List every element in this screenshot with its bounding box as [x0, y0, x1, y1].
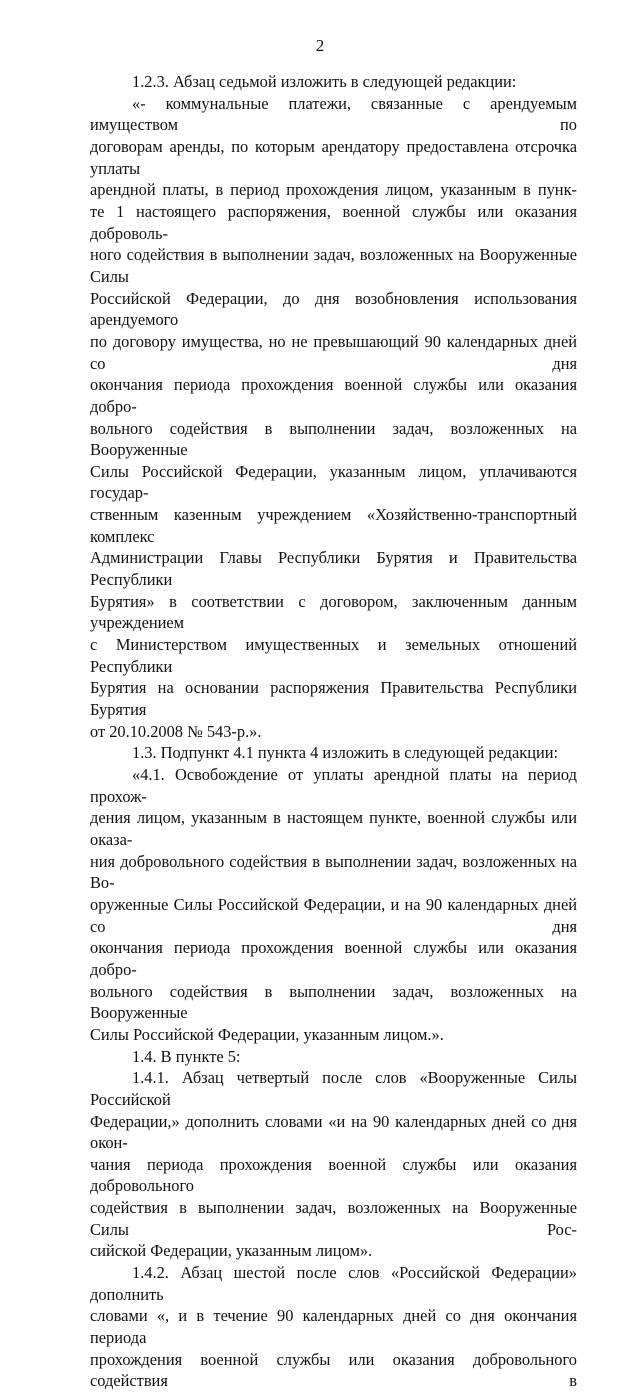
text-line: ственным казенным учреждением «Хозяйственно-транспортный комплекс: [90, 505, 577, 546]
paragraph: [90, 1262, 577, 1392]
text-line: вольного содействия в выполнении задач, возложенных на Вооруженные: [90, 981, 577, 1023]
page-number: 2: [315, 36, 325, 55]
document-body: [90, 71, 577, 1392]
paragraph: [90, 1067, 577, 1262]
text-line: прохождения военной службы или оказания добровольного содействия в: [90, 1349, 577, 1391]
text-line: ния добровольного содействия в выполнении задач, возложенных на Во-: [90, 851, 577, 893]
text-line: «- коммунальные платежи, связанные с арендуемым имуществом по: [90, 93, 577, 135]
text-line: «4.1. Освобождение от уплаты арендной платы на период прохож-: [90, 765, 577, 806]
text-line: от 20.10.2008 № 543-р.».: [90, 721, 262, 741]
text-line: оруженные Силы Российской Федерации, и на 90 календарных дней со дня: [90, 894, 577, 936]
text-line: арендной платы, в период прохождения лицом, указанным в пунк-: [90, 180, 577, 200]
text-line: дения лицом, указанным в настоящем пункте, военной службы или оказа-: [90, 808, 577, 849]
text-line: Силы Российской Федерации, указанным лицом.».: [90, 1024, 444, 1044]
text-line: Бурятия на основании распоряжения Правительства Республики Бурятия: [90, 678, 577, 720]
text-line: 1.4. В пункте 5:: [132, 1046, 241, 1066]
text-line: словами «, и в течение 90 календарных дней со дня окончания периода: [90, 1306, 577, 1348]
text-line: вольного содействия в выполнении задач, возложенных на Вооруженные: [90, 418, 577, 460]
text-line: 1.2.3. Абзац седьмой изложить в следующей редакции:: [132, 72, 517, 91]
paragraph: [90, 71, 577, 93]
text-line: окончания периода прохождения военной службы или оказания добро-: [90, 375, 577, 416]
text-line: чания периода прохождения военной службы или оказания добровольного: [90, 1154, 577, 1196]
paragraph: [90, 742, 577, 764]
text-line: содействия в выполнении задач, возложенных на Вооруженные Силы Рос-: [90, 1198, 577, 1239]
text-line: Силы Российской Федерации, указанным лицом, уплачиваются государ-: [90, 461, 577, 503]
paragraph: [90, 1046, 577, 1068]
text-line: 1.4.1. Абзац четвертый после слов «Вооруженные Силы Российской: [90, 1068, 577, 1109]
text-line: Российской Федерации, до дня возобновления использования арендуемого: [90, 288, 577, 330]
text-line: по договору имущества, но не превышающий 90 календарных дней со дня: [90, 331, 577, 373]
text-line: ного содействия в выполнении задач, возложенных на Вооруженные Силы: [90, 245, 577, 286]
text-line: Администрации Главы Республики Бурятия и Правительства Республики: [90, 548, 577, 590]
text-line: сийской Федерации, указанным лицом».: [90, 1241, 373, 1261]
text-line: окончания периода прохождения военной службы или оказания добро-: [90, 938, 577, 979]
text-line: 1.4.2. Абзац шестой после слов «Российской Федерации» дополнить: [90, 1263, 577, 1304]
text-line: договорам аренды, по которым арендатору предоставлена отсрочка уплаты: [90, 136, 577, 178]
text-line: те 1 настоящего распоряжения, военной службы или оказания доброволь-: [90, 201, 577, 243]
text-line: с Министерством имущественных и земельных отношений Республики: [90, 635, 577, 676]
text-line: Федерации,» дополнить словами «и на 90 календарных дней со дня окон-: [90, 1111, 577, 1153]
paragraph: [90, 93, 577, 743]
text-line: 1.3. Подпункт 4.1 пункта 4 изложить в следующей редакции:: [132, 743, 559, 763]
text-line: Бурятия» в соответствии с договором, заключенным данным учреждением: [90, 591, 577, 633]
